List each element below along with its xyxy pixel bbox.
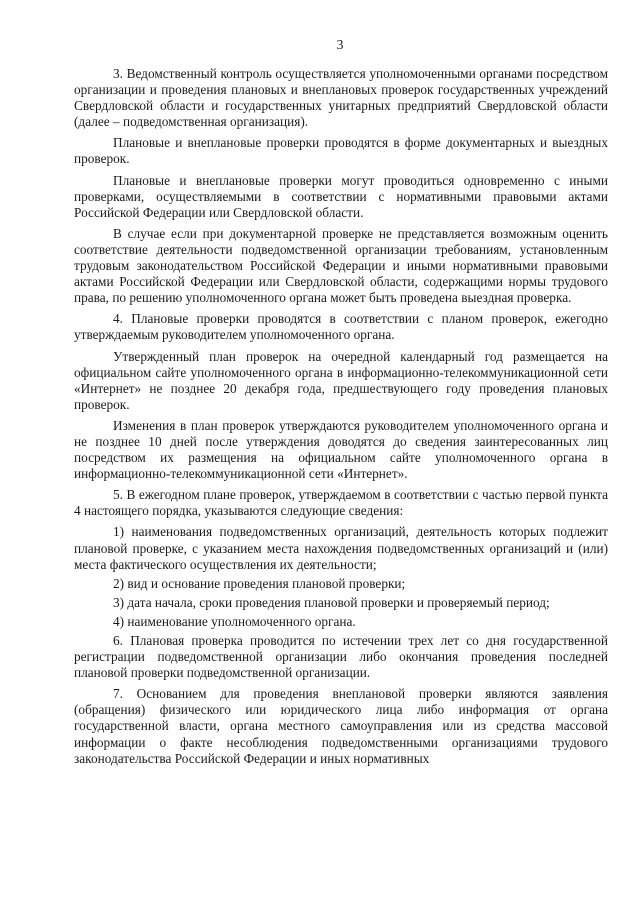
paragraph-5: 5. В ежегодном плане проверок, утверждаемом в соответствии с частью первой пункта 4 настоящего порядка, указываются следующие сведения:: [74, 487, 608, 519]
paragraph-7: 7. Основанием для проведения внеплановой проверки являются заявления (обращения) физического или юридического лица либо информация от органа государственной власти, органа местного самоуправления или из средства массовой информации о факте несоблюдения подведомственными организациями трудового законодательства Российской Федерации и иных нормативных: [74, 686, 608, 766]
paragraph-3-forms: Плановые и внеплановые проверки проводятся в форме документарных и выездных проверок.: [74, 135, 608, 167]
paragraph-3-simultaneous: Плановые и внеплановые проверки могут проводиться одновременно с иными проверками, осуществляемыми в соответствии с нормативными правовыми актами Российской Федерации или Свердловской области.: [74, 172, 608, 220]
paragraph-6: 6. Плановая проверка проводится по истечении трех лет со дня государственной регистрации подведомственной организации либо окончания проведения последней плановой проверки подведомственной организации.: [74, 633, 608, 681]
page-number: 3: [336, 38, 344, 53]
list-item-2: 2) вид и основание проведения плановой проверки;: [113, 575, 406, 591]
list-item-3: 3) дата начала, сроки проведения плановой проверки и проверяемый период;: [113, 594, 550, 610]
paragraph-3: 3. Ведомственный контроль осуществляется уполномоченными органами посредством организации и проведения плановых и внеплановых проверок государственных учреждений Свердловской области и государственных унитарных предприятий Свердловской области (далее – подведомственная организация).: [74, 66, 608, 130]
list-item-4: 4) наименование уполномоченного органа.: [113, 613, 356, 629]
list-item-1: 1) наименования подведомственных организаций, деятельность которых подлежит плановой проверке, с указанием места нахождения подведомственных организаций и (или) места фактического осуществления их деятельности;: [74, 524, 608, 572]
paragraph-4-plan-changes: Изменения в план проверок утверждаются руководителем уполномоченного органа и не позднее 10 дней после утверждения доводятся до сведения заинтересованных лиц посредством их размещения на официальном сайте уполномоченного органа в информационно-телекоммуникационной сети «Интернет».: [74, 417, 608, 482]
document-body: [74, 66, 608, 772]
paragraph-4-plan-publication: Утвержденный план проверок на очередной календарный год размещается на официальном сайте уполномоченного органа в информационно-телекоммуникационной сети «Интернет» не позднее 20 декабря года, предшествующего году проведения плановых проверок.: [74, 348, 608, 412]
paragraph-4: 4. Плановые проверки проводятся в соответствии с планом проверок, ежегодно утверждаемым руководителем уполномоченного органа.: [74, 311, 608, 343]
paragraph-3-onsite: В случае если при документарной проверке не представляется возможным оценить соответствие деятельности подведомственной организации требованиям, установленным трудовым законодательством Российской Федерации и иными нормативными правовыми актами Российской Федерации или Свердловской области, содержащими нормы трудового права, по решению уполномоченного органа может быть проведена выездная проверка.: [74, 225, 608, 306]
